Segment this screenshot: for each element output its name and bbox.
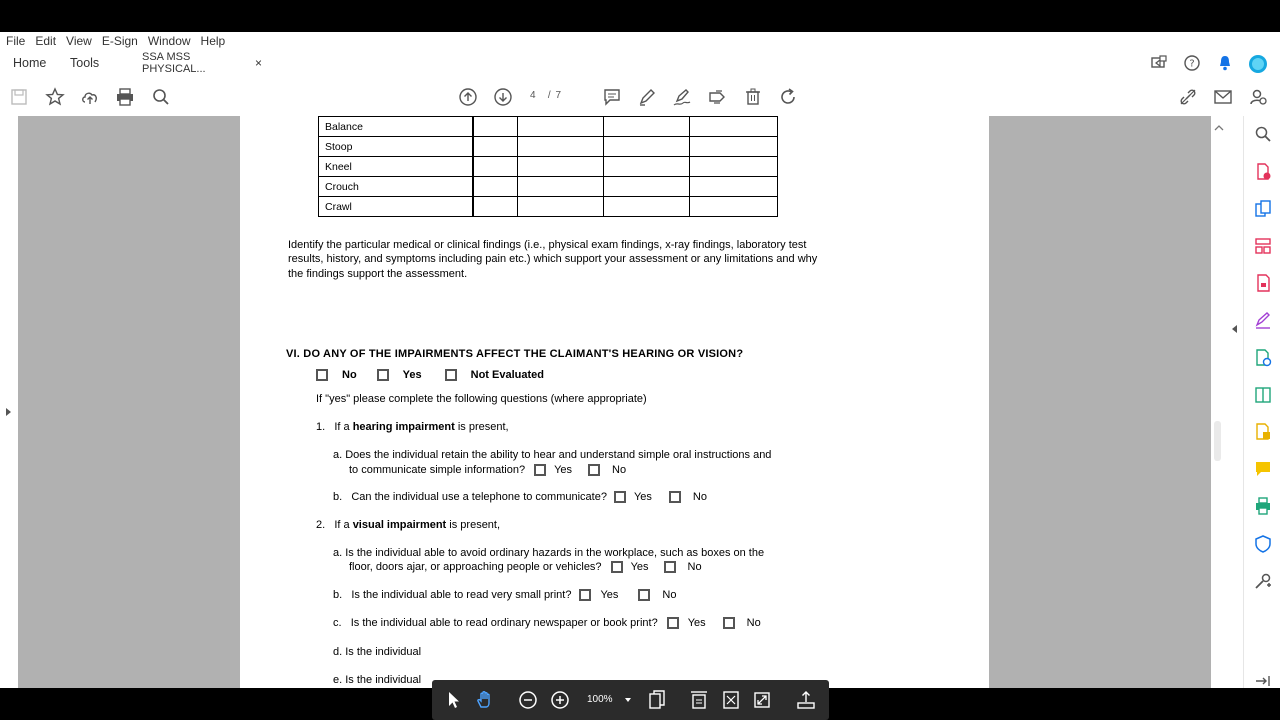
checkbox-not-evaluated[interactable]: [445, 369, 457, 381]
trash-icon[interactable]: [742, 86, 764, 108]
tab-tools[interactable]: Tools: [70, 56, 100, 70]
share-screen-icon[interactable]: [1150, 54, 1168, 75]
highlight-pen-icon[interactable]: [636, 86, 658, 108]
tab-bar: [0, 50, 1280, 76]
vertical-scrollbar[interactable]: [1211, 116, 1227, 688]
menu-view[interactable]: View: [66, 34, 92, 48]
link-icon[interactable]: [1177, 86, 1199, 108]
page-view-icon[interactable]: [647, 690, 667, 710]
next-page-icon[interactable]: [492, 86, 514, 108]
tab-document[interactable]: [128, 50, 262, 76]
question-2a-line1: a. Is the individual able to avoid ordinary hazards in the workplace, such as boxes on the: [333, 547, 765, 559]
menu-esign[interactable]: E-Sign: [101, 34, 138, 48]
left-panel-toggle-icon[interactable]: [5, 404, 13, 422]
table-row: [319, 137, 778, 157]
page-separator: /: [547, 90, 552, 101]
rotate-icon[interactable]: [777, 86, 799, 108]
checkbox-1a-yes[interactable]: [534, 464, 546, 476]
more-tools-icon[interactable]: [1253, 571, 1273, 591]
current-page[interactable]: 4: [530, 90, 537, 101]
zoom-level[interactable]: 100%: [587, 694, 613, 705]
print-icon[interactable]: [114, 86, 136, 108]
zoom-in-icon[interactable]: [550, 690, 570, 710]
full-screen-icon[interactable]: [752, 690, 772, 710]
star-icon[interactable]: [44, 86, 66, 108]
table-cell-label: Crouch: [319, 177, 473, 197]
checkbox-2a-no[interactable]: [664, 561, 676, 573]
right-panel-collapse-icon[interactable]: [1230, 321, 1238, 339]
edit-pdf-icon[interactable]: [1253, 422, 1273, 442]
table-row: [319, 177, 778, 197]
checkbox-2c-yes[interactable]: [667, 617, 679, 629]
question-2c: c. Is the individual able to read ordinary newspaper or book print? Yes No: [333, 617, 761, 629]
question-2a: floor, doors ajar, or approaching people or vehicles? Yes No: [349, 561, 702, 573]
checkbox-1b-no[interactable]: [669, 491, 681, 503]
hand-tool-icon[interactable]: [475, 690, 495, 710]
protect-shield-icon[interactable]: [1253, 534, 1273, 554]
menu-file[interactable]: File: [6, 34, 26, 48]
table-row: [319, 117, 778, 137]
fit-width-icon[interactable]: [689, 690, 709, 710]
table-row: [319, 157, 778, 177]
svg-text:?: ?: [1189, 58, 1195, 70]
zoom-out-icon[interactable]: [518, 690, 538, 710]
fit-page-icon[interactable]: [721, 690, 741, 710]
comment-tool-icon[interactable]: [1253, 459, 1273, 479]
question-1b: b. Can the individual use a telephone to communicate? Yes No: [333, 491, 707, 503]
document-viewport[interactable]: [18, 116, 1211, 688]
search-icon[interactable]: [150, 86, 172, 108]
read-aloud-icon[interactable]: [796, 690, 816, 710]
question-2d: d. Is the individual: [333, 646, 422, 658]
zoom-search-icon[interactable]: [1253, 124, 1273, 144]
scroll-up-icon[interactable]: [1214, 124, 1224, 132]
zoom-dropdown-chevron-icon[interactable]: [618, 690, 638, 710]
share-user-icon[interactable]: [1247, 86, 1269, 108]
comment-icon[interactable]: [601, 86, 623, 108]
organize-pages-icon[interactable]: [1253, 236, 1273, 256]
question-2b: b. Is the individual able to read very small print? Yes No: [333, 589, 677, 601]
menu-bar: [0, 32, 1280, 50]
checkbox-yes[interactable]: [377, 369, 389, 381]
question-1a: to communicate simple information? Yes No: [349, 464, 627, 476]
question-1: 1. If a hearing impairment is present,: [316, 421, 509, 433]
fill-sign-icon[interactable]: [1253, 310, 1273, 330]
compress-pdf-icon[interactable]: [1253, 273, 1273, 293]
menu-window[interactable]: Window: [147, 34, 191, 48]
question-1a-line1: a. Does the individual retain the ability to hear and understand simple oral instructions and: [333, 449, 772, 461]
print-production-icon[interactable]: [1253, 496, 1273, 516]
section-vi-heading: VI. DO ANY OF THE IMPAIRMENTS AFFECT THE CLAIMANT'S HEARING OR VISION?: [286, 348, 744, 360]
previous-page-icon[interactable]: [457, 86, 479, 108]
table-cell-label: Kneel: [319, 157, 473, 177]
stamp-icon[interactable]: [706, 86, 728, 108]
compare-files-icon[interactable]: [1253, 385, 1273, 405]
table-cell-label: Stoop: [319, 137, 473, 157]
total-pages: 7: [555, 90, 563, 101]
question-2e: e. Is the individual: [333, 674, 422, 686]
checkbox-no[interactable]: [316, 369, 328, 381]
question-2: 2. If a visual impairment is present,: [316, 519, 501, 531]
floating-view-toolbar: [432, 680, 829, 720]
checkbox-1b-yes[interactable]: [614, 491, 626, 503]
notifications-bell-icon[interactable]: [1216, 54, 1234, 75]
main-toolbar: [0, 76, 1280, 116]
section-vi-options: No Yes Not Evaluated: [316, 369, 544, 381]
close-icon[interactable]: ×: [254, 56, 262, 70]
clinical-findings-instructions: Identify the particular medical or clinical findings (i.e., physical exam findings, x-ray findings, laboratory test results, history, and symptoms including pain etc.) which support your assessment or any limitations and why the findings support the assessment.: [288, 239, 818, 280]
checkbox-2b-no[interactable]: [638, 589, 650, 601]
panel-expand-icon[interactable]: [1253, 671, 1273, 691]
request-signature-icon[interactable]: [1253, 348, 1273, 368]
tab-home[interactable]: Home: [13, 56, 47, 70]
checkbox-1a-no[interactable]: [588, 464, 600, 476]
pdf-page[interactable]: [240, 116, 989, 688]
table-cell-label: Crawl: [319, 197, 473, 217]
menu-edit[interactable]: Edit: [35, 34, 57, 48]
email-icon[interactable]: [1212, 86, 1234, 108]
tab-document-title: SSA MSS PHYSICAL...: [142, 51, 206, 75]
create-pdf-icon[interactable]: [1253, 162, 1273, 182]
profile-avatar-icon[interactable]: [1248, 54, 1268, 77]
select-cursor-icon[interactable]: [444, 690, 464, 710]
export-pdf-icon[interactable]: [1253, 199, 1273, 219]
page-indicator[interactable]: [530, 90, 562, 101]
scrollbar-thumb[interactable]: [1214, 421, 1221, 461]
acrobat-window: [0, 32, 1280, 705]
checkbox-2a-yes[interactable]: [611, 561, 623, 573]
save-icon[interactable]: [8, 86, 30, 108]
draw-signature-icon[interactable]: [671, 86, 693, 108]
table-row: [319, 197, 778, 217]
table-cell-label: Balance: [319, 117, 473, 137]
upload-cloud-icon[interactable]: [79, 86, 101, 108]
checkbox-2b-yes[interactable]: [579, 589, 591, 601]
right-tools-panel: [1243, 116, 1280, 688]
menu-help[interactable]: Help: [200, 34, 226, 48]
checkbox-2c-no[interactable]: [723, 617, 735, 629]
help-icon[interactable]: [1183, 54, 1201, 75]
limitations-table: [318, 116, 778, 217]
instruction-text: If "yes" please complete the following questions (where appropriate): [316, 393, 647, 405]
